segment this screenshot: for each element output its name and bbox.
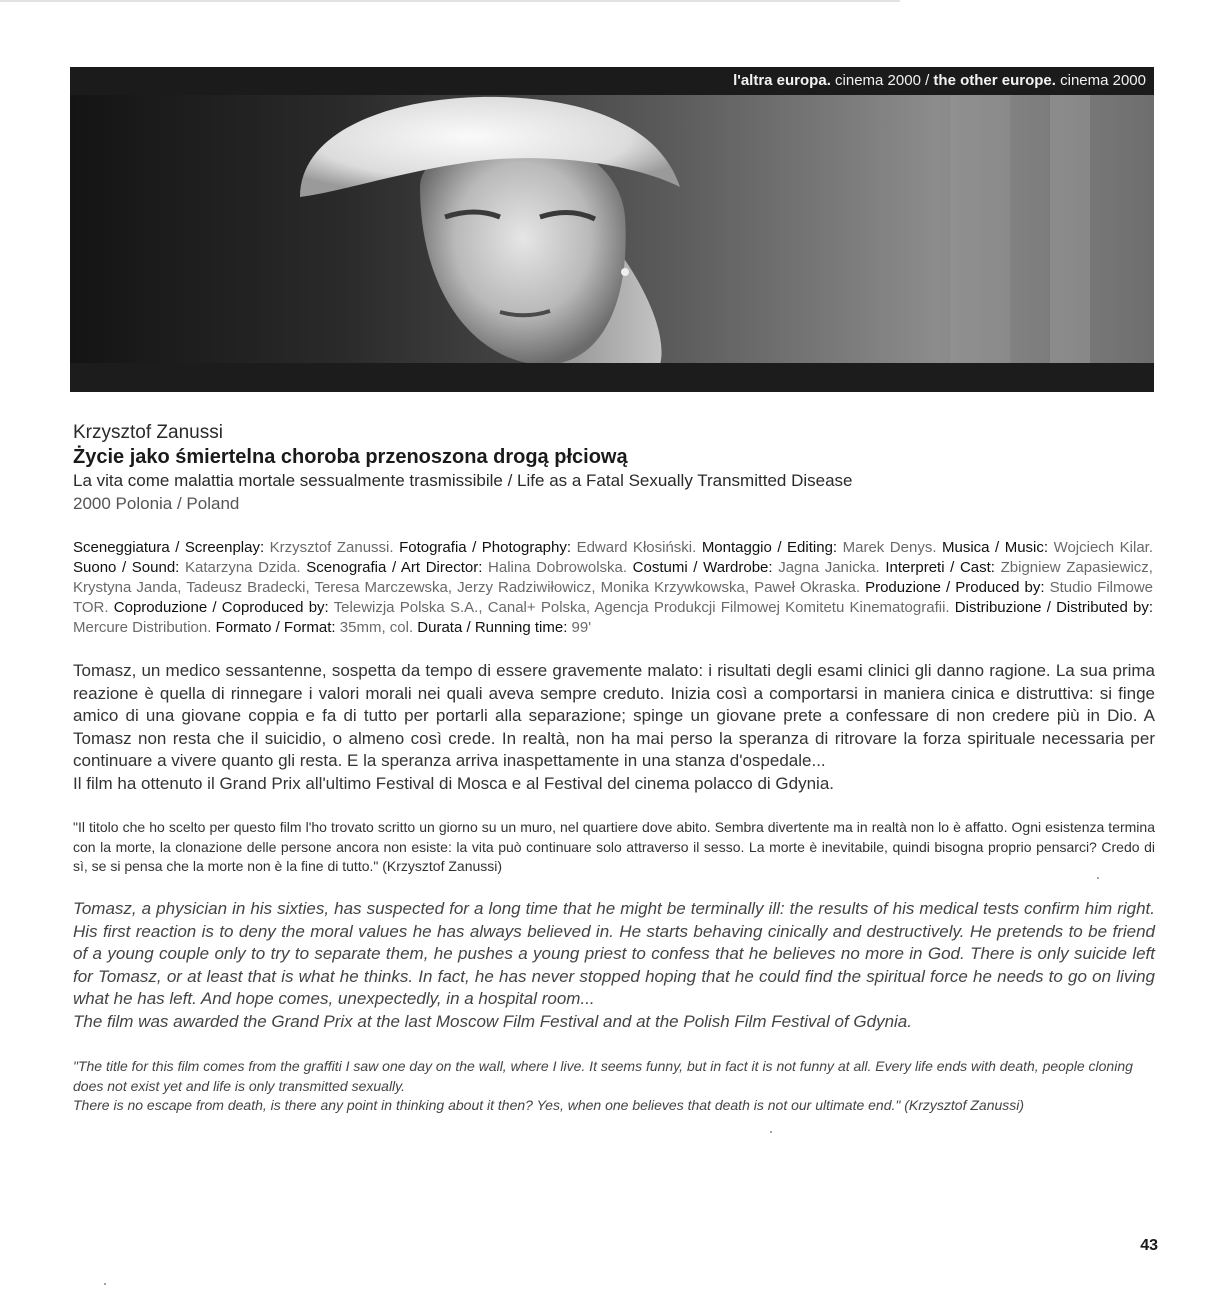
- credit-label: Formato / Format:: [215, 619, 336, 636]
- top-rule: [0, 0, 900, 2]
- credit-value: Katarzyna Dzida.: [184, 559, 301, 576]
- credit-label: Coproduzione / Coproduced by:: [113, 599, 329, 616]
- film-still-photo: [70, 67, 1154, 392]
- credit-label: Sceneggiatura / Screenplay:: [73, 539, 265, 556]
- director-name: Krzysztof Zanussi: [73, 422, 223, 443]
- film-info: [73, 421, 1163, 515]
- credit-value: Zbigniew Zapasiewicz, Krystyna Janda, Tadeusz Bradecki, Teresa Marczewska, Jerzy Radziwiłowicz, Monika Krzywkowska, Paweł Okraska.: [73, 559, 1153, 596]
- translated-titles: La vita come malattia mortale sessualmente trasmissibile / Life as a Fatal Sexually Transmitted Disease: [73, 471, 853, 490]
- credit-value: Krzysztof Zanussi.: [269, 539, 394, 556]
- credit-label: Scenografia / Art Director:: [306, 559, 483, 576]
- credit-value: 99': [571, 619, 592, 636]
- director-quote-english: [73, 1057, 1155, 1116]
- director-quote-english-line2: There is no escape from death, is there any point in thinking about it then? Yes, when one believes that death is not our ultimate end." (Krzysztof Zanussi): [73, 1097, 1025, 1113]
- credit-value: Wojciech Kilar.: [1053, 539, 1154, 556]
- year-country: 2000 Polonia / Poland: [73, 494, 240, 513]
- credit-value: Jagna Janicka.: [778, 559, 880, 576]
- film-still: [70, 67, 1154, 392]
- original-title: Życie jako śmiertelna choroba przenoszona drogą płciową: [73, 446, 628, 468]
- credit-value: 35mm, col.: [339, 619, 414, 636]
- synopsis-english-paragraph: Tomasz, a physician in his sixties, has suspected for a long time that he might be terminally ill: the results of his medical tests confirm him right. His first reaction is to deny the moral values he has always believed in. He starts behaving cinically and destructively. He pretends to be friend of a young couple only to try to separate them, he pushes a young priest to confess that he believes no more in God. There is only suicide left for Tomasz, or at least that is what he thinks. In fact, he has never stopped hoping that he could find the spiritual force he needs to go on living what he has left. And hope comes, unexpectedly, in a hospital room...: [73, 899, 1155, 1008]
- credit-label: Durata / Running time:: [417, 619, 568, 636]
- credit-value: Studio Filmowe TOR.: [73, 579, 1154, 616]
- credit-label: Distribuzione / Distributed by:: [954, 599, 1154, 616]
- synopsis-english-award: The film was awarded the Grand Prix at the last Moscow Film Festival and at the Polish Film Festival of Gdynia.: [73, 1011, 912, 1031]
- synopsis-italian: [73, 660, 1155, 795]
- credit-label: Suono / Sound:: [73, 559, 180, 576]
- director-quote-english-line1: "The title for this film comes from the graffiti I saw one day on the wall, where I live. It seems funny, but in fact it is not funny at all. Every life ends with death, people cloning does not exist yet and life is only transmitted sexually.: [73, 1058, 1133, 1094]
- credit-label: Produzione / Produced by:: [865, 579, 1045, 596]
- credit-value: Edward Kłosiński.: [576, 539, 697, 556]
- scan-speck: [104, 1283, 106, 1285]
- credit-label: Montaggio / Editing:: [701, 539, 838, 556]
- credit-label: Fotografia / Photography:: [399, 539, 572, 556]
- section-header: l'altra europa. cinema 2000 / the other europe. cinema 2000: [733, 72, 1146, 89]
- scan-speck: [1097, 877, 1099, 879]
- section-header-bar: [70, 67, 1154, 95]
- director-quote-italian: "Il titolo che ho scelto per questo film l'ho trovato scritto un giorno su un muro, nel quartiere dove abito. Sembra divertente ma in realtà non lo è affatto. Ogni esistenza termina con la morte, la clonazione delle persone ancora non esiste: la vita può continuare solo attraverso il sesso. La morte è inevitabile, quindi bisogna proprio pensarci? Credo di sì, se si pensa che la morte non è la fine di tutto." (Krzysztof Zanussi): [73, 819, 1155, 874]
- page-number: 43: [1140, 1237, 1158, 1254]
- credits-block: [73, 538, 1153, 638]
- scan-speck: [770, 1131, 772, 1133]
- credit-label: Costumi / Wardrobe:: [632, 559, 773, 576]
- credit-value: Halina Dobrowolska.: [488, 559, 628, 576]
- synopsis-italian-award: Il film ha ottenuto il Grand Prix all'ultimo Festival di Mosca e al Festival del cinema polacco di Gdynia.: [73, 773, 835, 793]
- credit-label: Musica / Music:: [942, 539, 1049, 556]
- synopsis-italian-paragraph: Tomasz, un medico sessantenne, sospetta da tempo di essere gravemente malato: i risultati degli esami clinici gli danno ragione. La sua prima reazione è quella di rinnegare i valori morali nei quali aveva sempre creduto. Inizia così a comportarsi in maniera cinica e distruttiva: si finge amico di una giovane coppia e fa di tutto per portarli alla separazione; spinge un giovane prete a confessare di non credere più in Dio. A Tomasz non resta che il suicidio, o almeno così crede. In realtà, non ha mai perso la speranza di ritrovare la forza spirituale necessaria per continuare a vivere quanto gli resta. E la speranza arriva inaspettamente in una stanza d'ospedale...: [73, 661, 1155, 770]
- credit-value: Telewizja Polska S.A., Canal+ Polska, Agencja Produkcji Filmowej Komitetu Kinematografii.: [333, 599, 950, 616]
- credit-value: Marek Denys.: [842, 539, 937, 556]
- synopsis-english: [73, 898, 1155, 1033]
- credit-label: Interpreti / Cast:: [885, 559, 995, 576]
- credit-value: Mercure Distribution.: [73, 619, 212, 636]
